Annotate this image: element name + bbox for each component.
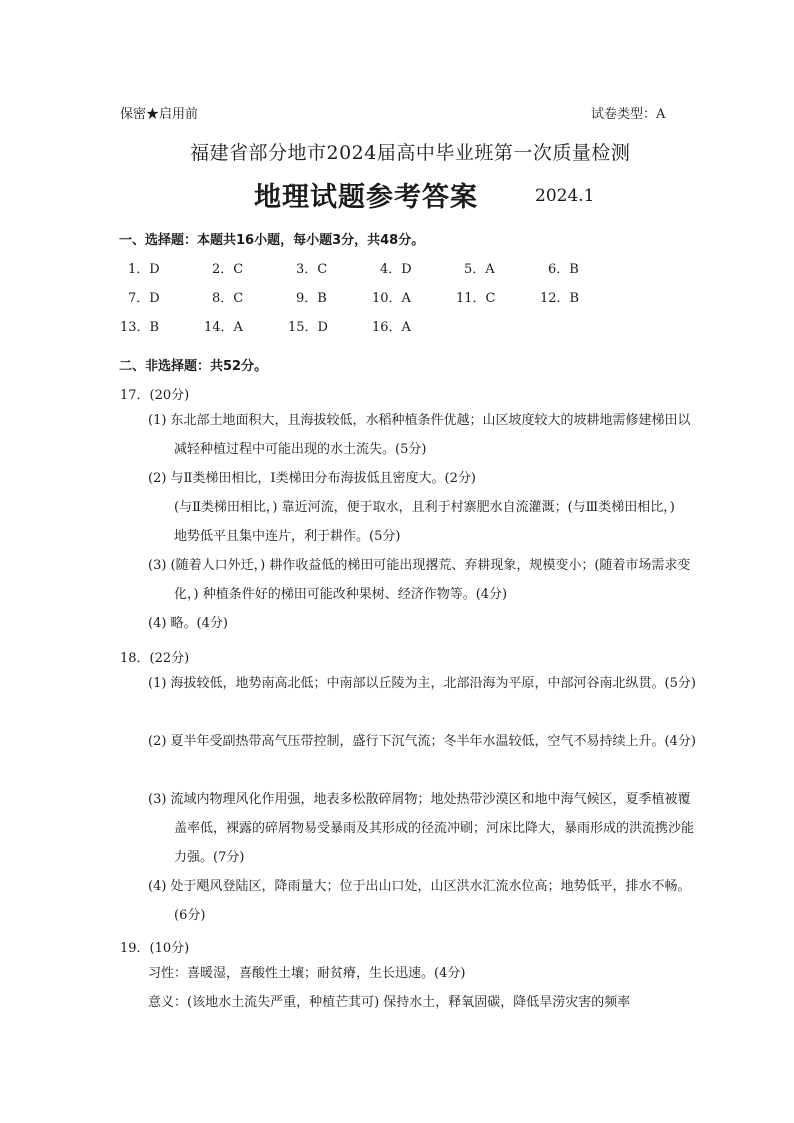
q19-meaning: 意义：(该地水土流失严重，种植芒萁可) 保持水土，释氧固碳，降低旱涝灾害的频率 [148,995,631,1010]
answer-item: 11．C [456,291,496,306]
answer-item: 2．C [212,262,244,277]
paper-type-label: 试卷类型：A [591,107,666,122]
answer-item: 6．B [548,262,579,277]
answer-item: 9．B [296,291,327,306]
answer-item: 12．B [540,291,580,306]
q17-answer-4: (4) 略。(4分) [148,616,228,631]
answer-item: 7．D [128,291,160,306]
section-1-heading: 一、选择题：本题共16小题，每小题3分，共48分。 [119,233,425,248]
q17-heading: 17．(20分) [120,388,190,403]
q17-answer-1: (1) 东北部土地面积大，且海拔较低，水稻种植条件优越；山区坡度较大的坡耕地需修建梯田以减轻种植过程中可能出现的水土流失。(5分) [148,413,691,457]
confidentiality-label: 保密★启用前 [120,107,199,122]
section-2-heading: 二、非选择题：共52分。 [119,359,268,374]
answer-item: 14．A [204,320,243,335]
q18-answer-3: (3) 流域内物理风化作用强，地表多松散碎屑物；地处热带沙漠区和地中海气候区，夏季植被覆盖率低，裸露的碎屑物易受暴雨及其形成的径流冲刷；河床比降大，暴雨形成的洪流携沙能力强。(7分) [148,792,695,865]
q18-heading: 18．(22分) [120,651,190,666]
q18-answer-1: (1) 海拔较低，地势南高北低；中南部以丘陵为主，北部沿海为平原，中部河谷南北纵贯。(5分) [148,676,696,691]
answer-item: 16．A [372,320,411,335]
answer-item: 8．C [212,291,244,306]
q19-heading: 19．(10分) [120,941,190,956]
date-label: 2024.1 [535,186,595,206]
q17-answer-2-detail: (与Ⅱ类梯田相比，) 靠近河流，便于取水，且利于村寨肥水自流灌溉；(与Ⅲ类梯田相比，) 地势低平且集中连片，利于耕作。(5分) [174,500,675,544]
answer-item: 3．C [296,262,328,277]
q19-habit: 习性：喜暖湿，喜酸性土壤；耐贫瘠，生长迅速。(4分) [148,966,466,981]
q17-answer-3: (3) (随着人口外迁，) 耕作收益低的梯田可能出现撂荒、弃耕现象，规模变小；(随着市场需求变化，) 种植条件好的梯田可能改种果树、经济作物等。(4分) [148,558,691,602]
answer-item: 15．D [288,320,328,335]
answer-item: 10．A [372,291,411,306]
q18-answer-4: (4) 处于飓风登陆区，降雨量大；位于出山口处，山区洪水汇流水位高；地势低平，排水不畅。(6分) [148,879,691,923]
exam-title: 福建省部分地市2024届高中毕业班第一次质量检测 [190,142,631,164]
answer-item: 13．B [120,320,160,335]
page-title: 地理试题参考答案 [254,182,478,213]
answer-item: 1．D [128,262,160,277]
q17-answer-2: (2) 与Ⅱ类梯田相比，Ⅰ类梯田分布海拔低且密度大。(2分) [148,471,476,486]
answer-item: 5．A [464,262,495,277]
answer-item: 4．D [380,262,412,277]
q18-answer-2: (2) 夏半年受副热带高气压带控制，盛行下沉气流；冬半年水温较低，空气不易持续上升。(4分) [148,734,696,749]
